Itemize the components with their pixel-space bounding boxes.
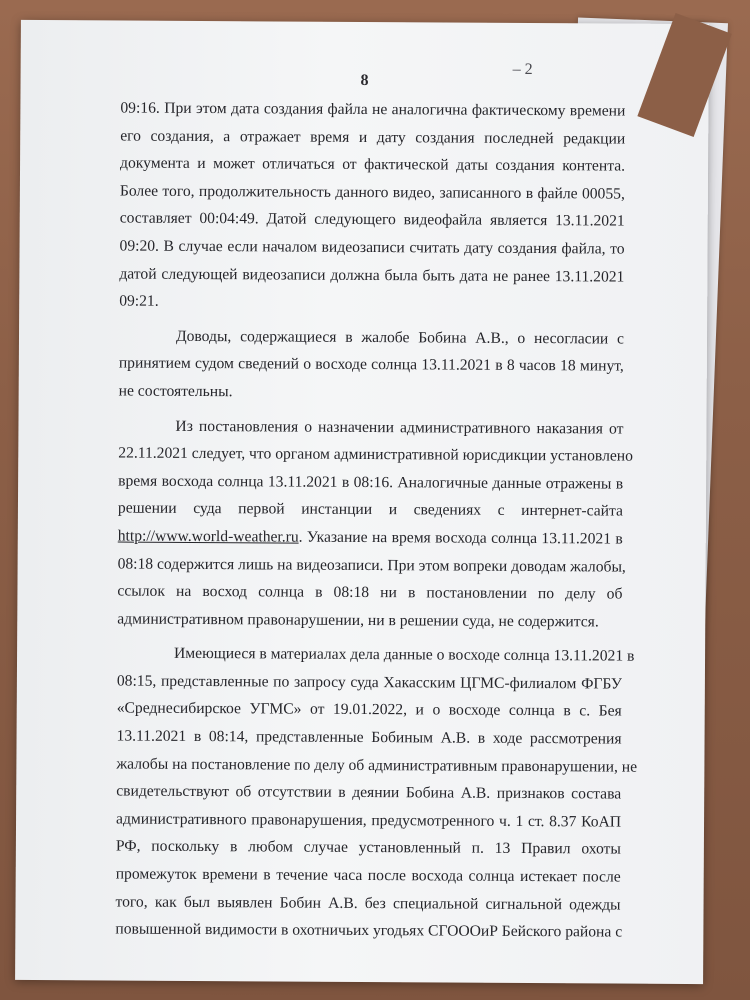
text-line: 22.11.2021 следует, что органом административной юрисдикции установлено [118, 444, 634, 465]
text-line: 08:18 содержится лишь на видеозаписи. При этом вопреки доводам жалобы, [117, 555, 626, 576]
text-line: административном правонарушении, ни в решении суда, не содержится. [117, 610, 599, 631]
text-line: его создания, а отражает время и дату создания последней редакции [120, 127, 626, 148]
text-line: свидетельствуют об отсутствии в деянии Бобина А.В. признаков состава [116, 782, 622, 803]
text-line: принятием судом сведений о восходе солнца 13.11.2021 в 8 часов 18 минут, [118, 354, 624, 375]
text-line: не состоятельны. [118, 382, 233, 401]
document-page [15, 20, 709, 984]
paragraph-materials [115, 640, 638, 947]
paragraph-resolution [117, 412, 634, 636]
paragraph-file-time [119, 95, 625, 319]
text-line: РФ, поскольку в любом случае установленный п. 13 Правил охоты [115, 837, 621, 859]
text-line: жалобы на постановление по делу об административным правонарушении, не [116, 755, 638, 776]
text-line: промежуток времени в течение часа после восхода солнца истекает после [115, 865, 621, 886]
text-line: административного правонарушения, предусмотренного ч. 1 ст. 8.37 КоАП [116, 810, 622, 831]
text-line: время восхода солнца 13.11.2021 в 08:16. Аналогичные данные отражены в [118, 472, 624, 493]
text-line: датой следующей видеозаписи должна была быть дата не ранее 13.11.2021 [119, 265, 625, 286]
text-line: Доводы, содержащиеся в жалобе Бобина А.В., о несогласии с [175, 327, 625, 348]
text-fragment: . Указание на время восхода солнца 13.11.2021 в [298, 528, 623, 548]
page-number: 8 [360, 71, 369, 90]
text-line [118, 522, 623, 553]
text-line: 09:20. В случае если началом видеозаписи считать дату создания файла, то [119, 237, 625, 258]
text-line: Имеющиеся в материалах дела данные о восходе солнца 13.11.2021 в [174, 645, 635, 665]
text-line: составляет 00:04:49. Датой следующего видеофайла является 13.11.2021 [119, 209, 625, 230]
text-line: повышенной видимости в охотничьих угодьях СГОООиР Бейского района с [115, 920, 623, 941]
text-line: решении суда первой инстанции и сведениях с интернет-сайта [117, 499, 623, 520]
text-line: Более того, продолжительность данного видео, записанного в файле 00055, [119, 182, 625, 203]
text-line: ссылок на восход солнца в 08:18 ни в постановлении по делу об [117, 582, 623, 603]
text-line: 08:15, представленные по запросу суда Хакасским ЦГМС-филиалом ФГБУ [116, 672, 622, 693]
text-line: документа и может отличаться от фактической даты создания контента. [120, 154, 626, 175]
text-line: «Среднесибирское УГМС» от 19.01.2022, и о восходе солнца в с. Бея [116, 699, 622, 721]
text-line: 13.11.2021 в 08:14, представленные Бобиным А.В. в ходе рассмотрения [116, 727, 622, 748]
text-line: того, как был выявлен Бобин А.В. без специальной сигнальной одежды [115, 893, 621, 914]
text-line: 09:21. [119, 292, 159, 310]
text-line: 09:16. При этом дата создания файла не аналогична фактическому времени [120, 99, 626, 120]
corner-mark: – 2 [512, 60, 533, 79]
paragraph-arguments [119, 322, 624, 408]
text-line: Из постановления о назначении административного наказания от [175, 417, 624, 438]
document-body [115, 95, 638, 947]
weather-site-link[interactable]: http://www.world-weather.ru [117, 527, 299, 546]
